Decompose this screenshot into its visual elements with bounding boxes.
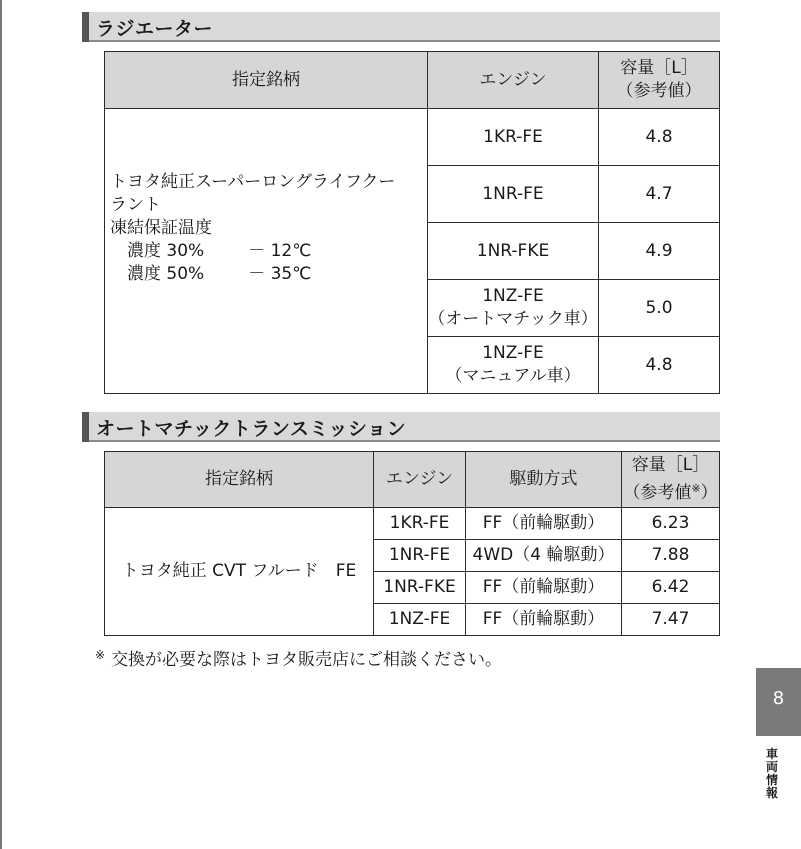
engine-header: エンジン: [428, 52, 599, 109]
brand-line: トヨタ純正スーパーロングライフクー: [110, 171, 396, 192]
coolant-brand-cell: [105, 109, 428, 394]
transmission-section-heading: [82, 412, 720, 442]
capacity-cell: 4.9: [599, 223, 720, 280]
radiator-heading-text: ラジエーター: [96, 18, 214, 40]
freeze-row: 濃度 30% － 12℃: [127, 240, 312, 261]
drive-cell: FF（前輪駆動）: [466, 508, 622, 540]
radiator-header-row: [105, 52, 720, 109]
engine-cell: 1NR-FKE: [428, 223, 599, 280]
capacity-cell: 6.23: [622, 508, 720, 540]
drive-cell: FF（前輪駆動）: [466, 572, 622, 604]
engine-cell: 1NZ-FE （マニュアル車）: [428, 337, 599, 394]
engine-header: エンジン: [374, 452, 466, 508]
heading-marker: [82, 12, 89, 42]
engine-cell: 1KR-FE: [374, 508, 466, 540]
page-edge-line: [0, 0, 2, 849]
engine-cell: 1NZ-FE （オートマチック車）: [428, 280, 599, 337]
brand-header: 指定銘柄: [105, 52, 428, 109]
capacity-cell: 4.8: [599, 337, 720, 394]
radiator-section-heading: [82, 12, 720, 42]
footnote-mark: ※: [95, 648, 106, 662]
capacity-cell: 5.0: [599, 280, 720, 337]
brand-line: 凍結保証温度: [110, 217, 212, 238]
brand-line: ラント: [110, 194, 161, 215]
transmission-header-row: [105, 452, 720, 508]
heading-marker: [82, 412, 89, 442]
radiator-table: [104, 51, 720, 394]
drive-cell: 4WD（4 輪駆動）: [466, 540, 622, 572]
cvt-brand-cell: トヨタ純正 CVT フルード FE: [105, 508, 374, 636]
brand-header: 指定銘柄: [105, 452, 374, 508]
chapter-tab: 8: [756, 668, 801, 736]
engine-cell: 1NR-FKE: [374, 572, 466, 604]
capacity-cell: 4.7: [599, 166, 720, 223]
engine-cell: 1NR-FE: [374, 540, 466, 572]
footnote: [95, 645, 502, 670]
drive-header: 駆動方式: [466, 452, 622, 508]
capacity-cell: 6.42: [622, 572, 720, 604]
table-row: [105, 508, 720, 540]
capacity-cell: 4.8: [599, 109, 720, 166]
table-row: [105, 109, 720, 166]
footnote-text: 交換が必要な際はトヨタ販売店にご相談ください。: [111, 650, 503, 670]
engine-cell: 1NR-FE: [428, 166, 599, 223]
capacity-header: 容量［L］ （参考値※）: [622, 452, 720, 508]
transmission-heading-text: オートマチックトランスミッション: [96, 418, 407, 440]
engine-cell: 1NZ-FE: [374, 604, 466, 636]
capacity-cell: 7.47: [622, 604, 720, 636]
capacity-header: 容量［L］ （参考値）: [599, 52, 720, 109]
freeze-row: 濃度 50% － 35℃: [127, 263, 312, 284]
transmission-table: [104, 451, 720, 636]
chapter-label: 車 両 情 報: [765, 747, 778, 800]
drive-cell: FF（前輪駆動）: [466, 604, 622, 636]
engine-cell: 1KR-FE: [428, 109, 599, 166]
capacity-cell: 7.88: [622, 540, 720, 572]
